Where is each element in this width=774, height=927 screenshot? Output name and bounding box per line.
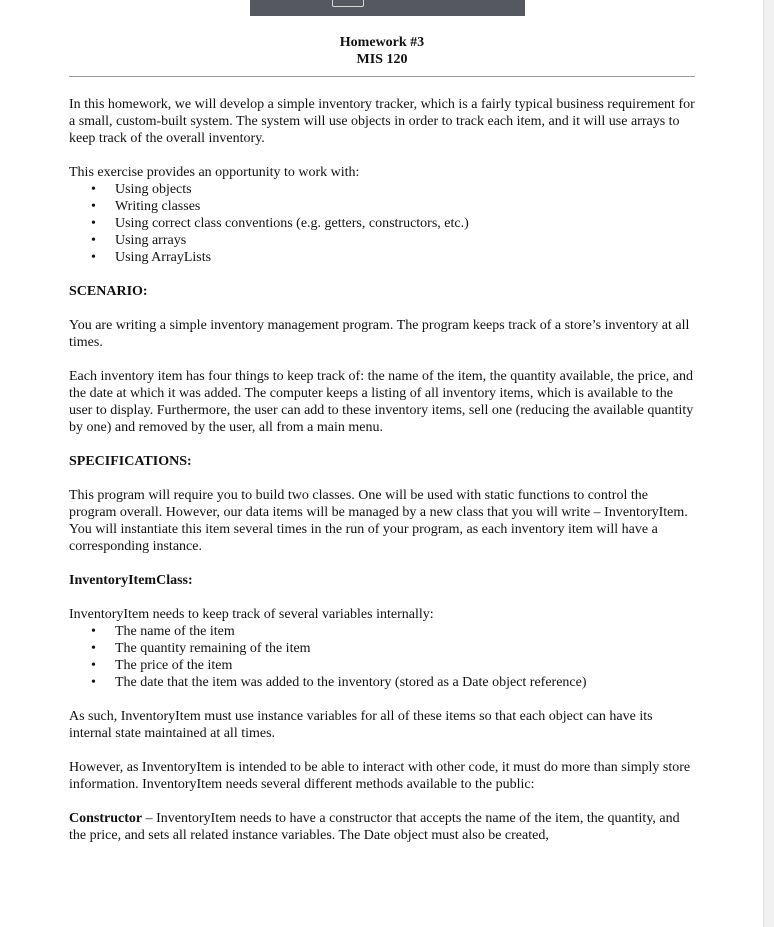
list-item: • Using objects: [91, 182, 192, 197]
bullet: •: [91, 658, 96, 673]
class-heading: InventoryItemClass:: [69, 573, 193, 588]
list-item: • Writing classes: [91, 199, 201, 214]
scenario-paragraph-1: You are writing a simple inventory management program. The program keeps track of a store’s inventory at all times.: [69, 318, 690, 350]
class-paragraph-2: However, as InventoryItem is intended to be able to interact with other code, it must do more than simply store information. InventoryItem needs several different methods available to the public:: [69, 760, 691, 792]
toolbar-button[interactable]: [332, 0, 364, 7]
intro-paragraph: In this homework, we will develop a simple inventory tracker, which is a fairly typical business requirement for a small, custom-built system. The system will use objects in order to track each item, and it will use arrays to keep track of the overall inventory.: [69, 97, 695, 146]
class-intro: InventoryItem needs to keep track of several variables internally:: [69, 607, 434, 622]
bullet: •: [91, 182, 96, 197]
bullet: •: [91, 199, 96, 214]
list-item: • The quantity remaining of the item: [91, 641, 311, 656]
pdf-toolbar: [250, 0, 525, 16]
bullet: •: [91, 216, 96, 231]
document-page: [69, 34, 695, 844]
title-line-2: MIS 120: [356, 52, 408, 67]
specifications-paragraph: This program will require you to build two classes. One will be used with static functions to control the program overall. However, our data items will be managed by a new class that you will write – InventoryItem. You will instantiate this item several times in the run of your program, as each inventory item will have a corresponding instance.: [69, 488, 688, 554]
exercise-list: [69, 181, 695, 266]
list-item: • Using arrays: [91, 233, 187, 248]
constructor-text: – InventoryItem needs to have a constructor that accepts the name of the item, the quantity, and the price, and sets all related instance variables. The Date object must also be created,: [69, 811, 680, 843]
list-item: • Using correct class conventions (e.g. getters, constructors, etc.): [91, 216, 469, 231]
class-variables-list: [69, 623, 695, 691]
constructor-paragraph: [69, 810, 695, 844]
document-title: [69, 34, 695, 68]
constructor-label: Constructor: [69, 811, 143, 826]
title-line-1: Homework #3: [339, 35, 425, 50]
list-item: • The price of the item: [91, 658, 233, 673]
bullet: •: [91, 641, 96, 656]
bullet: •: [91, 233, 96, 248]
bullet: •: [91, 250, 96, 265]
document-body: [69, 96, 695, 844]
bullet: •: [91, 624, 96, 639]
vertical-scrollbar[interactable]: [763, 0, 774, 927]
scenario-heading: SCENARIO:: [69, 284, 148, 299]
list-item: • Using ArrayLists: [91, 250, 212, 265]
scenario-paragraph-2: Each inventory item has four things to keep track of: the name of the item, the quantity available, the price, and the date at which it was added. The computer keeps a listing of all inventory items, which is available to the user to display. Furthermore, the user can add to these inventory items, sell one (reducing the available quantity by one) and removed by the user, all from a main menu.: [69, 369, 694, 435]
specifications-heading: SPECIFICATIONS:: [69, 454, 192, 469]
class-paragraph-1: As such, InventoryItem must use instance variables for all of these items so that each object can have its internal state maintained at all times.: [69, 709, 653, 741]
list-item: • The date that the item was added to the inventory (stored as a Date object reference): [91, 675, 587, 690]
list-item: • The name of the item: [91, 624, 235, 639]
exercise-intro: This exercise provides an opportunity to work with:: [69, 165, 360, 180]
bullet: •: [91, 675, 96, 690]
title-divider: [69, 76, 695, 77]
